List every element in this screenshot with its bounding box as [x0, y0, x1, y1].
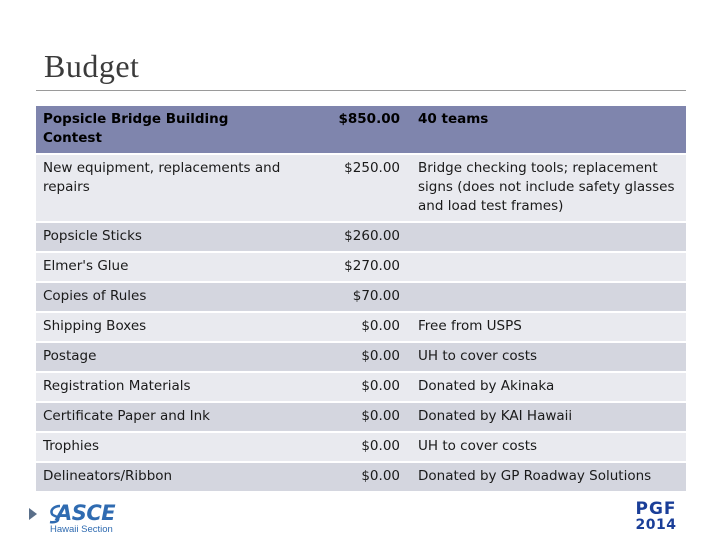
table-row	[36, 222, 686, 252]
row-amount: $70.00	[298, 282, 410, 312]
play-arrow-icon	[29, 508, 37, 520]
row-note	[410, 282, 686, 312]
asce-logo	[48, 500, 128, 536]
row-item: Popsicle Sticks	[36, 222, 298, 252]
row-note: Bridge checking tools; replacement signs (does not include safety glasses and load test frames)	[410, 154, 686, 222]
row-amount: $0.00	[298, 462, 410, 492]
row-item: Delineators/Ribbon	[36, 462, 298, 492]
table-row	[36, 432, 686, 462]
row-note: Free from USPS	[410, 312, 686, 342]
row-note: UH to cover costs	[410, 432, 686, 462]
table-row	[36, 282, 686, 312]
table-row	[36, 462, 686, 492]
header-item: Popsicle Bridge Building Contest	[36, 106, 298, 154]
row-amount: $0.00	[298, 432, 410, 462]
row-note: Donated by KAI Hawaii	[410, 402, 686, 432]
row-amount: $0.00	[298, 342, 410, 372]
pgf-logo	[626, 500, 686, 536]
budget-table	[36, 106, 686, 493]
table-row	[36, 252, 686, 282]
row-item: Trophies	[36, 432, 298, 462]
pgf-wordmark: PGF	[635, 499, 677, 519]
row-amount: $250.00	[298, 154, 410, 222]
row-amount: $0.00	[298, 402, 410, 432]
row-note: Donated by GP Roadway Solutions	[410, 462, 686, 492]
slide-title: Budget	[44, 48, 140, 84]
row-amount: $270.00	[298, 252, 410, 282]
row-item: Shipping Boxes	[36, 312, 298, 342]
row-note: Donated by Akinaka	[410, 372, 686, 402]
header-note: 40 teams	[410, 106, 686, 154]
table-header-row	[36, 106, 686, 154]
row-amount: $260.00	[298, 222, 410, 252]
row-item: Postage	[36, 342, 298, 372]
title-divider	[36, 90, 686, 91]
row-item: Copies of Rules	[36, 282, 298, 312]
row-item: New equipment, replacements and repairs	[36, 154, 298, 222]
table-row	[36, 402, 686, 432]
table-row	[36, 372, 686, 402]
row-item: Elmer's Glue	[36, 252, 298, 282]
table-row	[36, 342, 686, 372]
row-item: Certificate Paper and Ink	[36, 402, 298, 432]
row-note	[410, 222, 686, 252]
table-row	[36, 154, 686, 222]
row-amount: $0.00	[298, 312, 410, 342]
row-item: Registration Materials	[36, 372, 298, 402]
table-row	[36, 312, 686, 342]
asce-subtitle: Hawaii Section	[50, 524, 113, 535]
row-note: UH to cover costs	[410, 342, 686, 372]
row-amount: $0.00	[298, 372, 410, 402]
asce-wordmark: ASCE	[56, 501, 116, 525]
row-note	[410, 252, 686, 282]
header-amount: $850.00	[298, 106, 410, 154]
pgf-year: 2014	[635, 517, 677, 533]
